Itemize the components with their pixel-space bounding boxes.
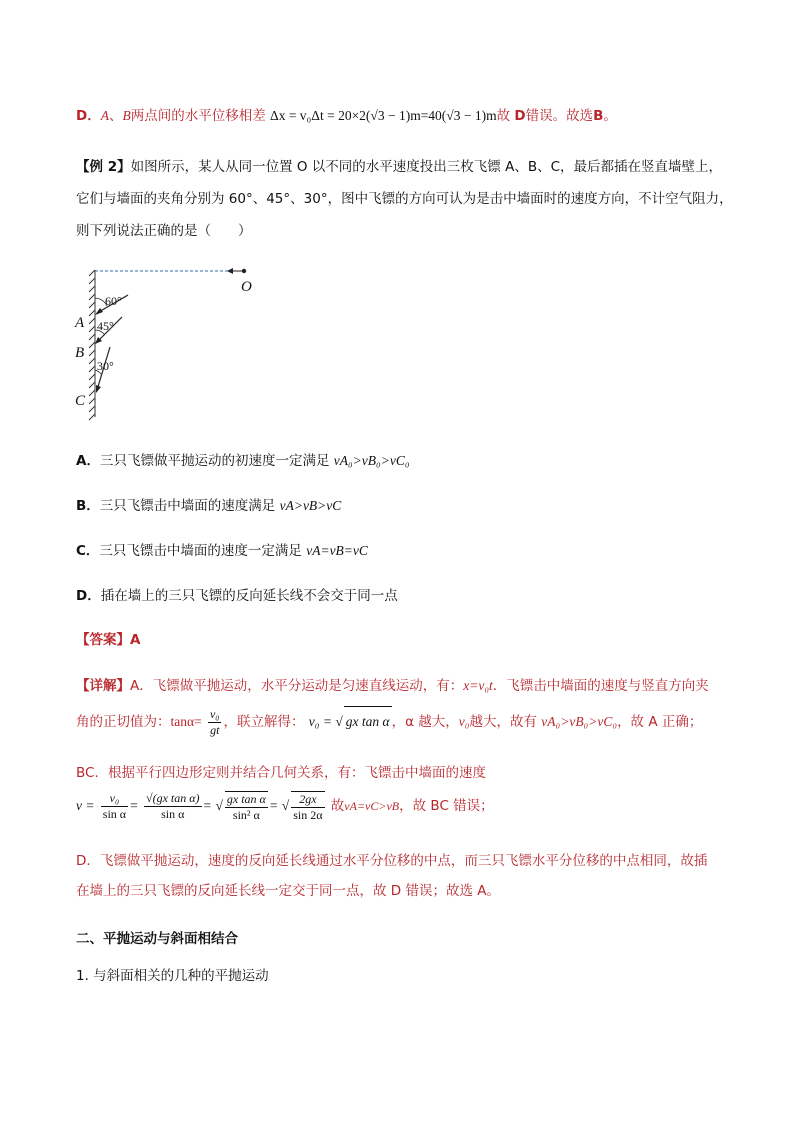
label-a: A: [75, 315, 85, 331]
sqrt-expr: √ $\frac{\text{gx tan α}}{\text{sin² α}}$: [215, 791, 266, 822]
frac-den: gt: [210, 722, 220, 737]
detail-math: v₀: [458, 714, 470, 729]
example-line-1: [76, 157, 722, 177]
frac-den: sin α: [161, 806, 185, 821]
detail-text: 越大，故有: [469, 714, 537, 730]
angle-c: 30°: [97, 359, 114, 373]
frac-den: sin² α: [232, 807, 260, 822]
example-line-2: [76, 189, 733, 209]
detail-text: ，故 BC 错误；: [399, 798, 494, 814]
fraction: [208, 707, 222, 738]
dart-wall-diagram: [70, 262, 270, 427]
example-line-3: [76, 221, 252, 241]
detail-text: 角的正切值为：: [76, 714, 171, 730]
option-key: C．: [76, 543, 100, 559]
detail-text: ，联立解得：: [223, 714, 305, 730]
detail-math: v =: [76, 798, 95, 813]
detail-text: ，故 A 正确；: [617, 714, 703, 730]
answer-line: [76, 630, 140, 650]
detail-line-6: [76, 881, 500, 901]
option-key: D．: [76, 108, 101, 124]
detail-text: ，α 越大，: [391, 714, 459, 730]
detail-line-4: [76, 788, 494, 824]
label-o: O: [241, 279, 252, 295]
detail-line-2: [76, 706, 702, 738]
option-d: [76, 586, 398, 606]
separator: 、: [108, 108, 123, 124]
frac-num: v₀: [101, 791, 128, 807]
frac-num: √(gx tan α): [146, 790, 200, 805]
example-text-2: 它们与墙面的夹角分别为 60°、45°、30°，图中飞镖的方向可认为是击中墙面时的速度方向，不计空气阻力，: [76, 191, 733, 207]
detail-text: ．飞镖击中墙面的速度与竖直方向夹: [492, 678, 709, 694]
option-text: 三只飞镖击中墙面的速度满足: [99, 498, 280, 514]
frac-den: sin α: [102, 806, 127, 821]
frac-num: v₀: [209, 706, 220, 721]
answer-tag: 【答案】: [76, 632, 130, 648]
option-text: 插在墙上的三只飞镖的反向延长线不会交于同一点: [100, 588, 398, 604]
label-c: C: [75, 393, 86, 409]
fraction: [144, 791, 202, 822]
equals: =: [203, 798, 212, 813]
example-text-1: 如图所示，某人从同一位置 O 以不同的水平速度投出三枚飞镖 A、B、C，最后都插在竖直墙壁上，: [130, 159, 723, 175]
option-key: D．: [76, 588, 101, 604]
option-c: [76, 541, 368, 561]
option-b: [76, 496, 341, 516]
detail-math: vA₀>vB₀>vC₀: [541, 714, 618, 729]
frac-num: gx tan α: [226, 791, 266, 806]
example-text-3: 则下列说法正确的是（ ）: [76, 223, 252, 239]
option-math: vA₀>vB₀>vC₀: [333, 453, 410, 468]
sqrt-expr: √ gx tan α: [335, 714, 391, 729]
frac-den: sin 2α: [293, 807, 323, 822]
detail-math: tanα=: [170, 714, 202, 729]
point-a: A: [100, 108, 109, 123]
detail-math: vA=vC>vB: [344, 799, 400, 813]
option-math: vA>vB>vC: [279, 498, 342, 513]
option-text: 三只飞镖做平抛运动的初速度一定满足: [99, 453, 334, 469]
detail-line-3: [76, 763, 486, 783]
option-key: B．: [76, 498, 100, 514]
detail-line-5: [76, 851, 707, 871]
detail-math: x=v₀t: [463, 678, 493, 693]
answer-text: 两点间的水平位移相差: [130, 108, 266, 124]
fraction: [225, 791, 268, 823]
selected-b: B: [593, 108, 604, 124]
displacement-formula: Δx = v₀Δt = 20×2(√3 − 1)m=40(√3 − 1)m: [270, 108, 497, 123]
fraction: [291, 791, 324, 823]
section-heading: 二、平抛运动与斜面相结合: [76, 931, 238, 947]
label-b: B: [75, 345, 85, 361]
option-a: [76, 451, 410, 471]
detail-text: BC．根据平行四边形定则并结合几何关系，有：飞镖击中墙面的速度: [76, 765, 486, 781]
option-text: 三只飞镖击中墙面的速度一定满足: [99, 543, 307, 559]
section-subheading: 1. 与斜面相关的几种的平抛运动: [76, 968, 269, 984]
fraction: [101, 791, 128, 822]
prev-answer-d: [76, 106, 617, 126]
angle-a: 60°: [105, 294, 122, 308]
sqrt-body: gx tan α: [344, 706, 392, 737]
equals: =: [269, 798, 278, 813]
frac-num: 2gx: [291, 792, 324, 808]
equals: =: [130, 798, 138, 813]
detail-text: A．飞镖做平抛运动，水平分运动是匀速直线运动，有：: [130, 678, 464, 694]
answer-text-2: 故: [496, 108, 511, 124]
option-key: A．: [76, 453, 100, 469]
detail-text: 在墙上的三只飞镖的反向延长线一定交于同一点，故 D 错误；故选 A。: [76, 883, 501, 899]
detail-text: 故: [330, 798, 345, 814]
angle-b: 45°: [97, 319, 114, 333]
detail-line-1: [76, 676, 709, 696]
period: 。: [603, 108, 617, 124]
sqrt-expr: √ $\frac{2gx}{\sin 2\alpha}$: [281, 791, 323, 822]
option-math: vA=vB=vC: [306, 543, 368, 558]
example-tag: 【例 2】: [76, 159, 131, 175]
answer-value: A: [130, 632, 141, 648]
detail-math: v₀ =: [308, 714, 336, 729]
detail-text: D．飞镖做平抛运动，速度的反向延长线通过水平分位移的中点，而三只飞镖水平分位移的中点相同，故插: [76, 853, 708, 869]
answer-text-3: 错误。故选: [525, 108, 594, 124]
detail-tag: 【详解】: [76, 678, 130, 694]
option-d-ref: D: [514, 108, 526, 124]
point-b: B: [122, 108, 131, 123]
